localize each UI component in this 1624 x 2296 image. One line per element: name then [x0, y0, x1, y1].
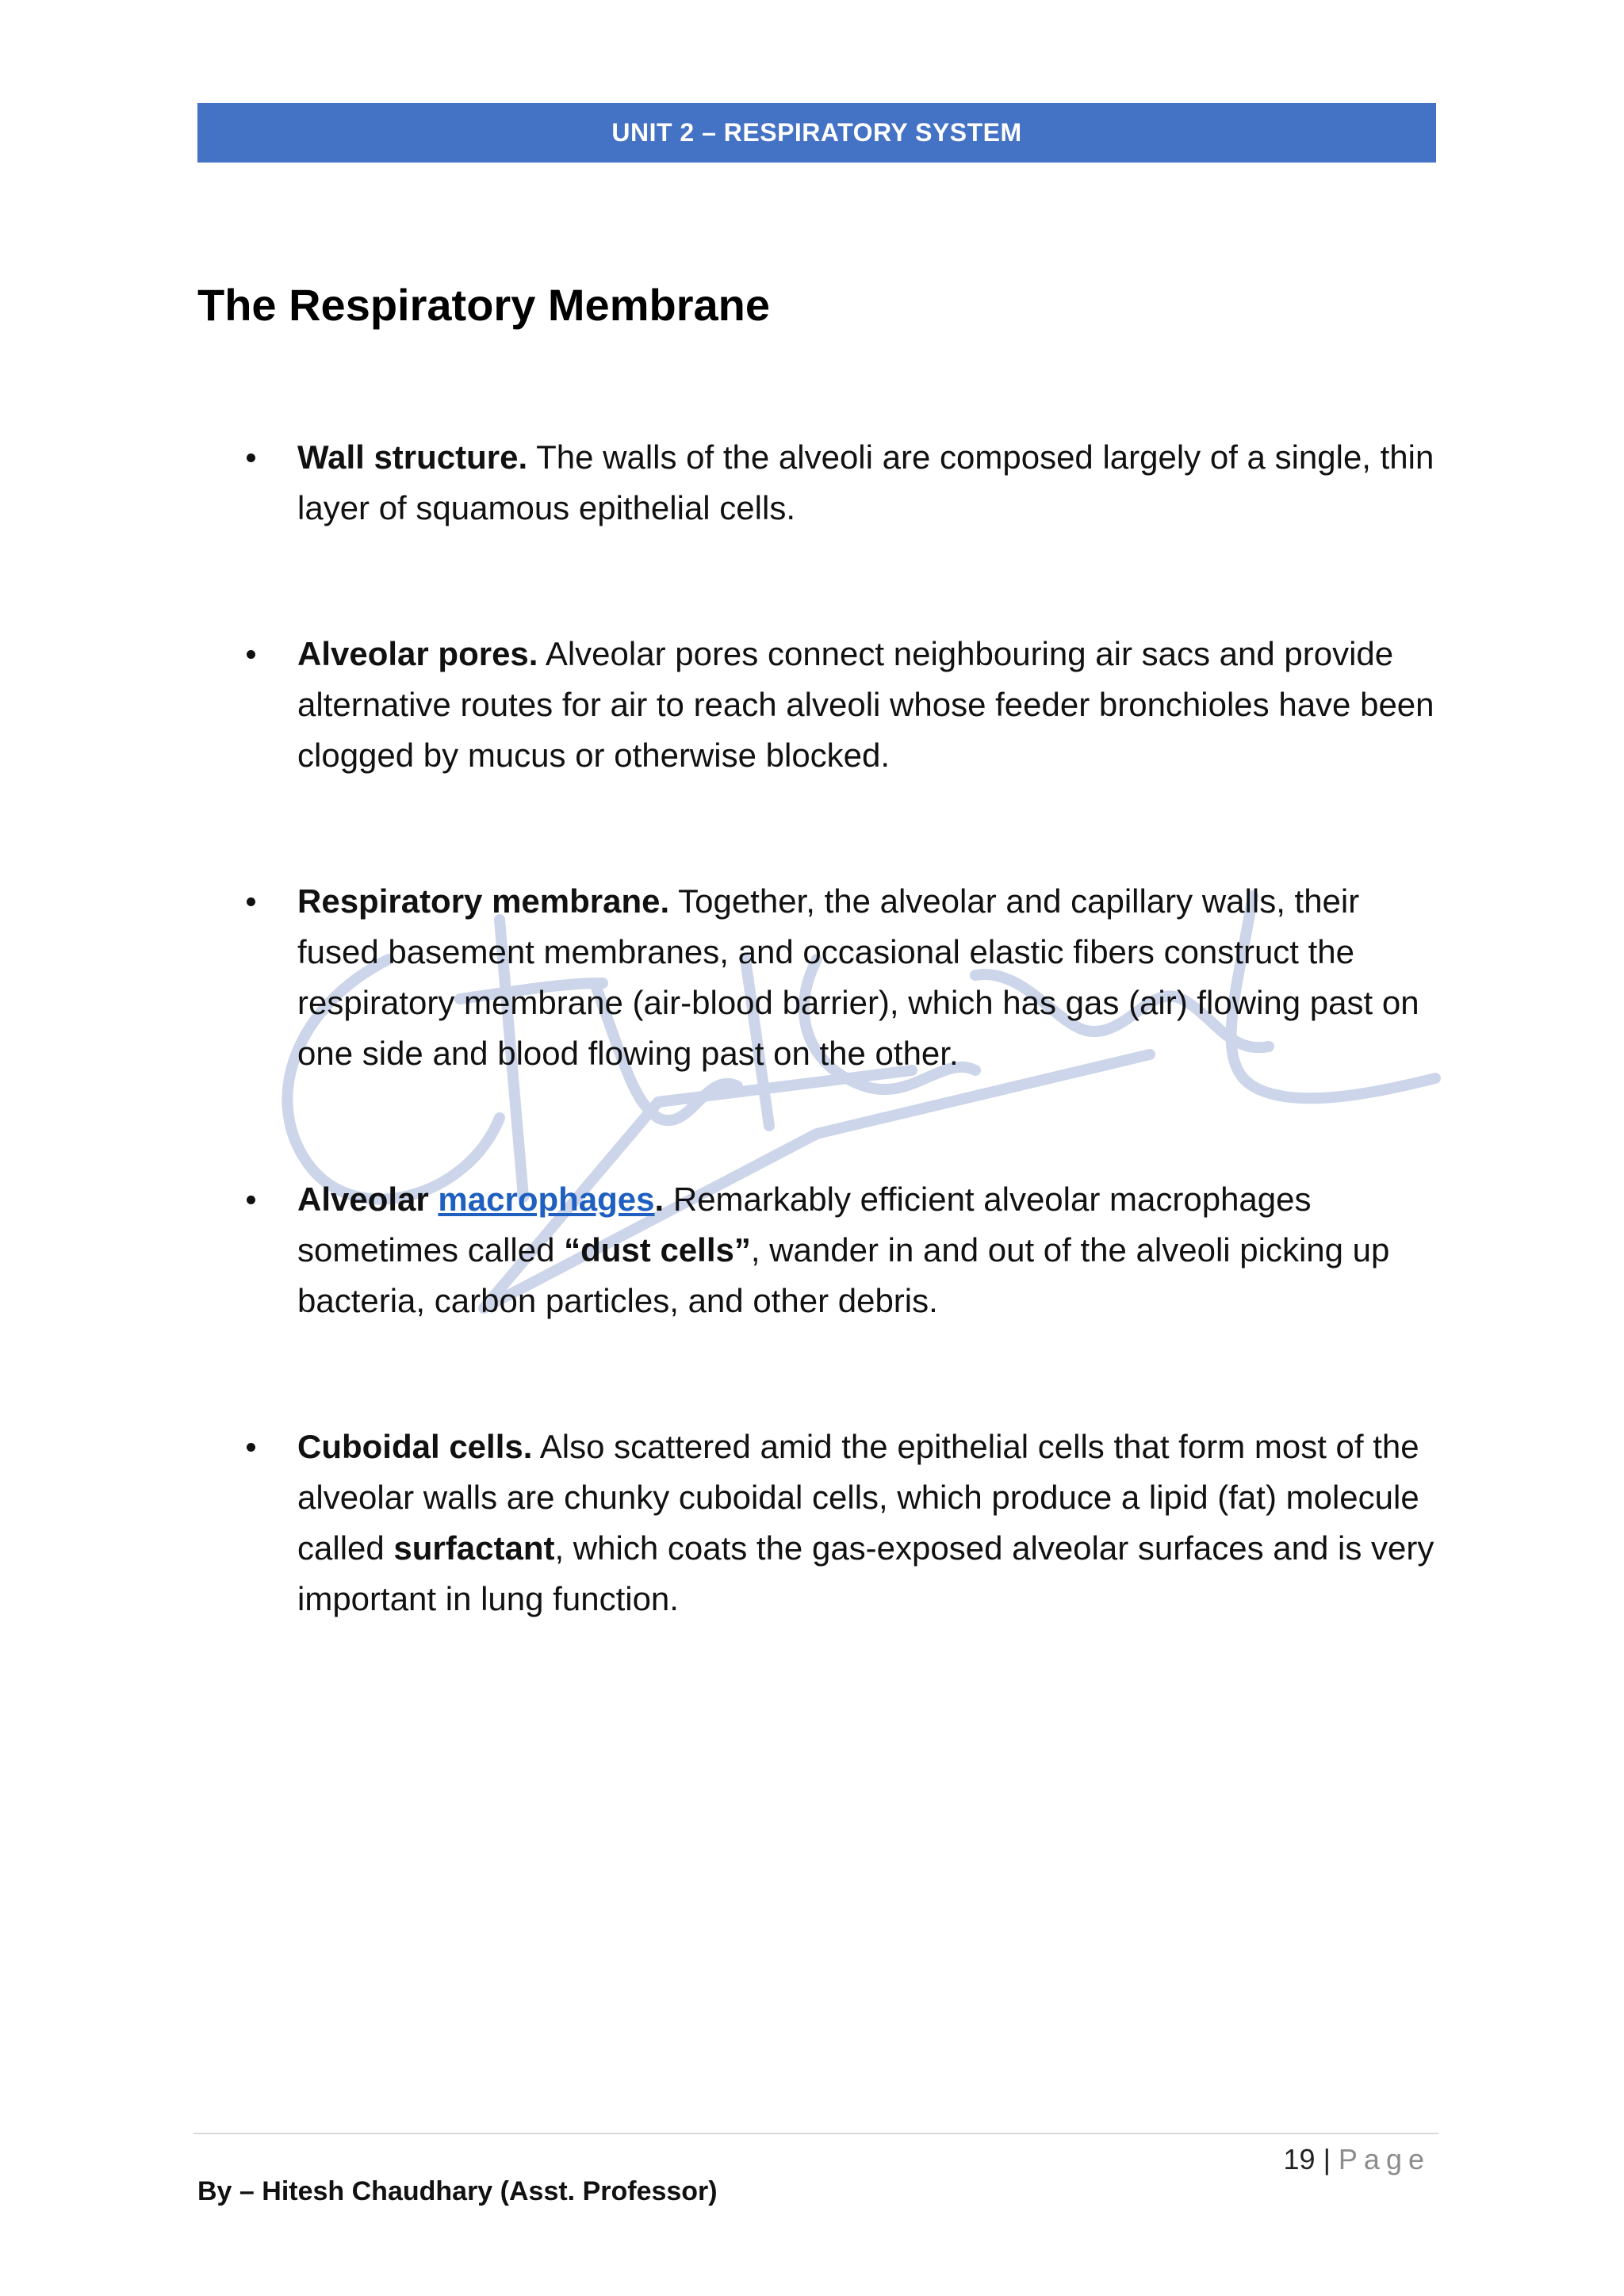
page-label: Page: [1338, 2143, 1431, 2175]
unit-header-text: UNIT 2 – RESPIRATORY SYSTEM: [611, 118, 1022, 147]
term-wall-structure: Wall structure.: [297, 438, 528, 476]
bullet-dot: [247, 1443, 255, 1452]
unit-header-band: [197, 103, 1436, 163]
page-title: The Respiratory Membrane: [197, 280, 770, 330]
term-cuboidal-cells: Cuboidal cells.: [297, 1428, 533, 1465]
dust-cells-phrase: “dust cells”: [564, 1231, 751, 1269]
description-macrophages-part1: Remarkably efficient alveolar macrophages sometimes called: [297, 1181, 1312, 1269]
author-credit: By – Hitesh Chaudhary (Asst. Professor): [197, 2176, 718, 2206]
description-cuboidal-part1: Also scattered amid the epithelial cells that form most of the alveolar walls are chunky cuboidal cells, which produce a lipid (fat) molecule called: [297, 1428, 1419, 1567]
term-respiratory-membrane: Respiratory membrane.: [297, 882, 670, 920]
bullet-dot: [247, 650, 255, 659]
page-number-value: 19: [1283, 2143, 1316, 2175]
description-cuboidal-part2: , which coats the gas-exposed alveolar surfaces and is very important in lung function.: [297, 1529, 1434, 1617]
page-number: [1284, 2143, 1431, 2176]
term-alveolar-prefix: Alveolar: [297, 1181, 439, 1218]
description-respiratory-membrane: Together, the alveolar and capillary walls, their fused basement membranes, and occasional elastic fibers construct the respiratory membrane (air-blood barrier), which has gas (air) flowing past on one side and blood flowing past on the other.: [297, 882, 1419, 1072]
term-alveolar-pores: Alveolar pores.: [297, 635, 538, 672]
list-item-respiratory-membrane: [197, 876, 1434, 1079]
term-period: .: [654, 1181, 665, 1218]
list-item-alveolar-pores: [197, 629, 1434, 781]
description-wall-structure: The walls of the alveoli are composed largely of a single, thin layer of squamous epithelial cells.: [297, 438, 1434, 526]
macrophages-link[interactable]: macrophages: [438, 1181, 655, 1218]
list-item-cuboidal-cells: [197, 1422, 1434, 1624]
bullet-dot: [247, 1196, 255, 1204]
list-item-wall-structure: [197, 432, 1434, 534]
list-item-alveolar-macrophages: [197, 1174, 1434, 1326]
page-number-separator: |: [1323, 2143, 1331, 2175]
bullet-dot: [247, 897, 255, 906]
bullet-dot: [247, 453, 255, 462]
surfactant-word: surfactant: [393, 1529, 555, 1567]
bullet-list: [197, 432, 1434, 1720]
footer-divider: [193, 2133, 1438, 2134]
description-alveolar-pores: Alveolar pores connect neighbouring air sacs and provide alternative routes for air to reach alveoli whose feeder bronchioles have been clogged by mucus or otherwise blocked.: [297, 635, 1434, 774]
description-macrophages-part2: , wander in and out of the alveoli picking up bacteria, carbon particles, and other debris.: [297, 1231, 1390, 1319]
